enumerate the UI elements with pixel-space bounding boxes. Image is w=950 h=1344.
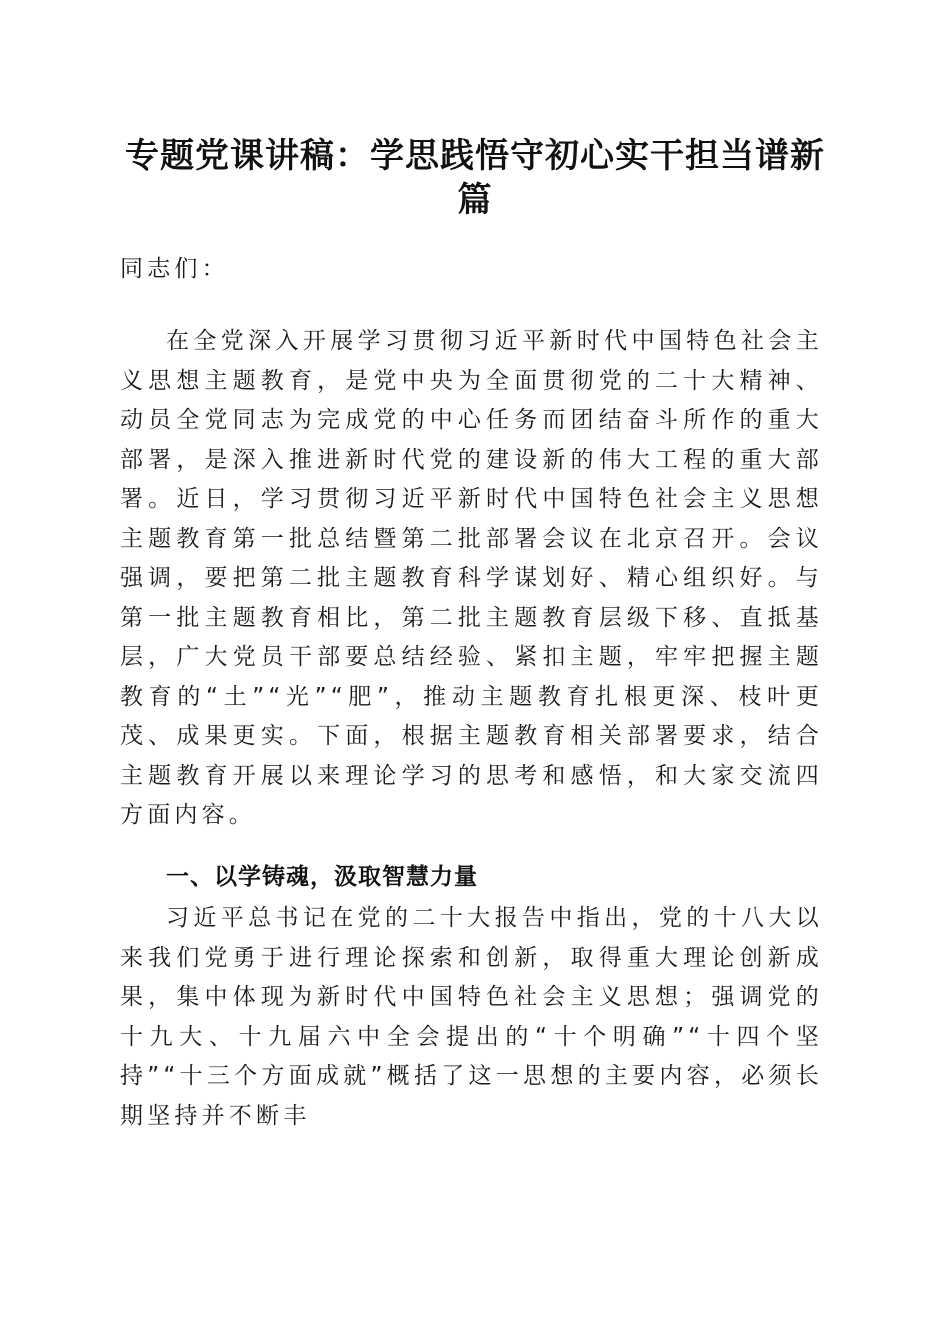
section-paragraph: 习近平总书记在党的二十大报告中指出，党的十八大以来我们党勇于进行理论探索和创新，取得重大理论创新成果，集中体现为新时代中国特色社会主义思想；强调党的十九大、十九届六中全会提出的“十个明确”“十四个坚持”“十三个方面成就”概括了这一思想的主要内容，必须长期坚持并不断丰 — [120, 905, 823, 1129]
intro-paragraph: 在全党深入开展学习贯彻习近平新时代中国特色社会主义思想主题教育，是党中央为全面贯彻党的二十大精神、动员全党同志为完成党的中心任务而团结奋斗所作的重大部署，是深入推进新时代党的建设新的伟大工程的重大部署。近日，学习贯彻习近平新时代中国特色社会主义思想主题教育第一批总结暨第二批部署会议在北京召开。会议强调，要把第二批主题教育科学谋划好、精心组织好。与第一批主题教育相比，第二批主题教育层级下移、直抵基层，广大党员干部要总结经验、紧扣主题，牢牢把握主题教育的“土”“光”“肥”，推动主题教育扎根更深、枝叶更茂、成果更实。下面，根据主题教育相关部署要求，结合主题教育开展以来理论学习的思考和感悟，和大家交流四方面内容。 — [120, 328, 823, 828]
salutation: 同志们： — [120, 256, 229, 282]
section-heading: 一、以学铸魂，汲取智慧力量 — [166, 864, 478, 890]
document-title: 专题党课讲稿：学思践悟守初心实干担当谱新篇 — [125, 136, 825, 220]
